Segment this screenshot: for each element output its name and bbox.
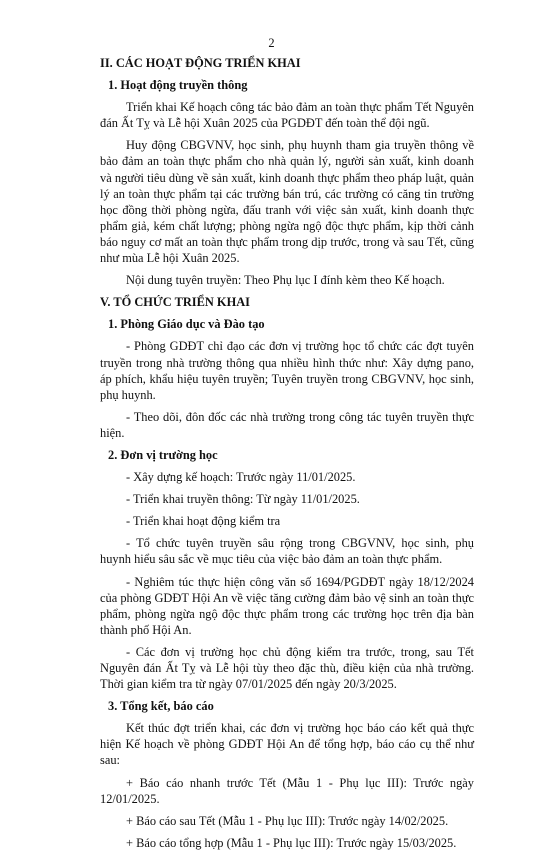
paragraph: - Triển khai hoạt động kiểm tra: [126, 514, 281, 529]
subsection-heading: 3. Tổng kết, báo cáo: [108, 699, 214, 714]
paragraph: + Báo cáo sau Tết (Mẫu 1 - Phụ lục III): Trước ngày 14/02/2025.: [126, 813, 449, 828]
paragraph: - Tổ chức tuyên truyền sâu rộng trong CBGVNV, học sinh, phụ huynh hiểu sâu sắc về mục tiêu của việc bảo đảm an toàn thực phẩm.: [100, 536, 474, 567]
subsection-heading: 1. Hoạt động truyền thông: [108, 78, 248, 93]
paragraph: Triển khai Kế hoạch công tác bảo đảm an toàn thực phẩm Tết Nguyên đán Ất Tỵ và Lễ hội Xuân 2025 của PGDĐT đến toàn thể đội ngũ.: [100, 100, 474, 131]
paragraph: - Nghiêm túc thực hiện công văn số 1694/PGDĐT ngày 18/12/2024 của phòng GDĐT Hội An về việc tăng cường đảm bảo vệ sinh an toàn thực phẩm, phòng ngừa ngộ độc thực phẩm trong các trường học trên địa bàn thành phố Hội An.: [100, 574, 474, 637]
paragraph: - Các đơn vị trường học chủ động kiểm tra trước, trong, sau Tết Nguyên đán Ất Tỵ và Lễ hội tùy theo đặc thù, điều kiện của nhà trường. Thời gian kiểm tra từ ngày 07/01/2025 đến ngày 20/3/2025.: [100, 644, 474, 692]
paragraph: Kết thúc đợt triển khai, các đơn vị trường học báo cáo kết quả thực hiện Kế hoạch về phòng GDĐT Hội An để tổng hợp, báo cáo cụ thể như sau:: [100, 721, 474, 768]
subsection-heading: 1. Phòng Giáo dục và Đào tạo: [108, 317, 265, 332]
subsection-heading: 2. Đơn vị trường học: [108, 447, 218, 462]
paragraph: + Báo cáo nhanh trước Tết (Mẫu 1 - Phụ lục III): Trước ngày 12/01/2025.: [100, 775, 474, 806]
paragraph: - Xây dựng kế hoạch: Trước ngày 11/01/2025.: [126, 470, 356, 485]
paragraph: - Triển khai truyền thông: Từ ngày 11/01/2025.: [126, 492, 360, 507]
paragraph: + Báo cáo tổng hợp (Mẫu 1 - Phụ lục III): Trước ngày 15/03/2025.: [126, 835, 457, 850]
paragraph: - Phòng GDĐT chỉ đạo các đơn vị trường học tổ chức các đợt tuyên truyền trong nhà trường thông qua nhiều hình thức như: Xây dựng pano, áp phích, khẩu hiệu tuyên truyền; Tuyên truyền trong CBGVNV, học sinh, phụ huynh.: [100, 339, 474, 402]
paragraph: Huy động CBGVNV, học sinh, phụ huynh tham gia truyền thông về bảo đảm an toàn thực phẩm cho nhà quản lý, người sản xuất, kinh doanh và người tiêu dùng về sản xuất, kinh doanh thực phẩm theo pháp luật, quản lý an toàn thực phẩm tại các trường bán trú, các trường có căng tin trường học đồng thời phòng ngừa, đấu tranh với việc sản xuất, kinh doanh thực phẩm giả, kém chất lượng; phòng ngừa ngộ độc thực phẩm, kịp thời cảnh báo nguy cơ mất an toàn thực phẩm trong dịp trước, trong và sau Tết, cũng như mùa Lễ hội Xuân 2025.: [100, 138, 474, 266]
paragraph: Nội dung tuyên truyền: Theo Phụ lục I đính kèm theo Kế hoạch.: [126, 273, 445, 288]
section-heading: II. CÁC HOẠT ĐỘNG TRIỂN KHAI: [100, 56, 301, 70]
page-number: 2: [268, 36, 275, 50]
section-heading: V. TỔ CHỨC TRIỂN KHAI: [100, 295, 250, 310]
paragraph: - Theo dõi, đôn đốc các nhà trường trong công tác tuyên truyền thực hiện.: [100, 409, 474, 440]
document-body: [100, 55, 474, 857]
